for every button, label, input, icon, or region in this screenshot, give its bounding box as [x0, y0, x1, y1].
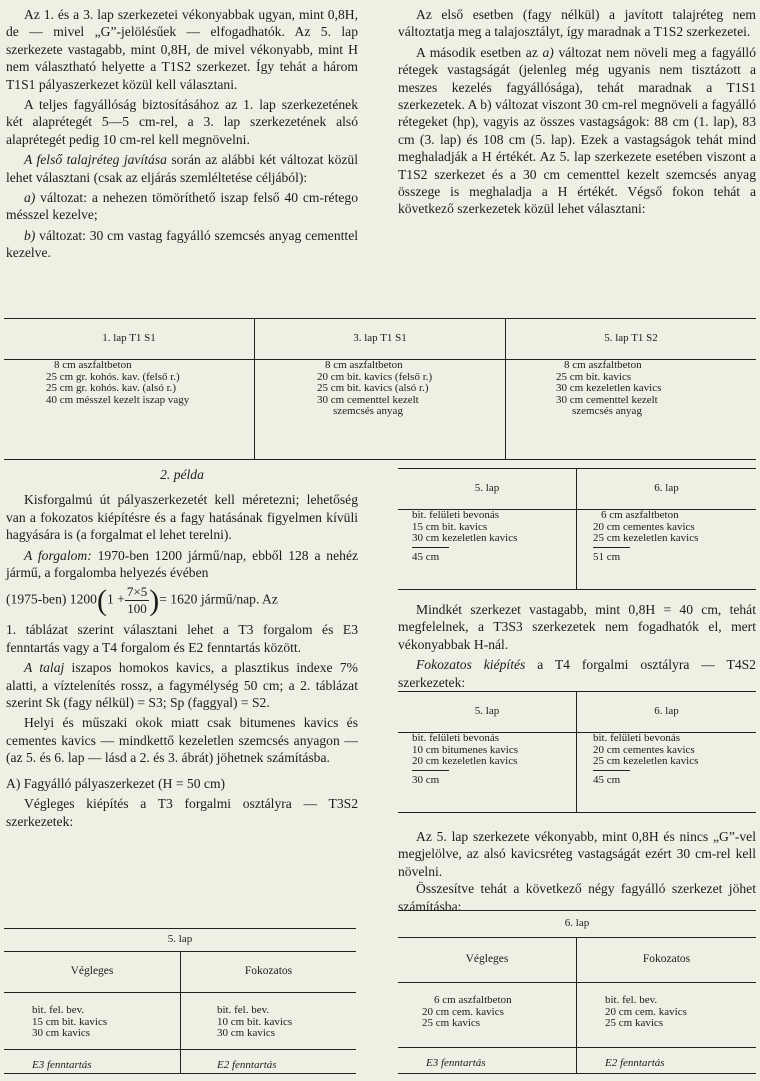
table-cell: [506, 360, 757, 460]
layer: 25 cm kavics: [422, 1017, 481, 1030]
table-header: Végleges: [398, 938, 577, 983]
right-column-end: [398, 828, 756, 918]
numerator: 7×5: [126, 584, 148, 600]
layer: bit. felületi bevonás: [412, 732, 500, 744]
layer: 15 cm bit. kavics: [412, 520, 488, 533]
structure-table-2: [398, 468, 756, 590]
paragraph: Az 1. és a 3. lap szerkezetei vékonyabbak ugyan, mint 0,8H, de — mivel „G”-jelölésűek — elfogadhatók. Az 5. lap szerkezete vastagabb, mint 0,8H, de mivel vékonyabb, mint H nem választható helyette a T1S2 szerkezet. Így tehát a három T1S1 pályaszerkezet közül kell választani.: [6, 7, 358, 92]
table-header: 3. lap T1 S1: [255, 319, 506, 360]
table-cell: [398, 510, 577, 590]
layer: 8 cm aszfaltbeton: [54, 359, 132, 371]
layer: 25 cm gr. kohós. kav. (alsó r.): [46, 382, 177, 395]
layer: 15 cm bit. kavics: [32, 1015, 108, 1028]
table-title: 6. lap: [398, 911, 756, 938]
layer: 20 cm cem. kavics: [605, 1005, 687, 1018]
text: változat: a nehezen tömöríthető iszap felső 40 cm-rétego mésszel kezelve;: [6, 190, 358, 223]
formula: (1975-ben) 1200(1 + $\frac{7\times 5}{100}$ )= 1620 jármű/nap. Az: [6, 584, 278, 618]
right-column-top: [398, 6, 756, 221]
example-title: [6, 466, 358, 483]
paragraph: Kisforgalmú út pályaszerkezetét kell méretezni; lehetőség van a fokozatos kiépítésre és a fagy hatásának figyelmen kívüli hagyására is (a forgalmat el lehet terelni).: [6, 492, 358, 543]
table-cell: [4, 360, 255, 460]
table-header: 5. lap: [398, 469, 577, 510]
layer: 25 cm kezeletlen kavics: [593, 532, 699, 545]
layer: 10 cm bitumenes kavics: [412, 743, 519, 756]
table-cell: [577, 983, 757, 1048]
maintenance-class: E2 fenntartás: [181, 1050, 357, 1074]
formula-right: = 1620 jármű/nap. Az: [159, 592, 278, 608]
layer: 25 cm kezeletlen kavics: [593, 755, 699, 768]
text: a T4 forgalmi osztályra — T4S2 szerkezetek:: [398, 657, 756, 690]
layer: szemcsés anyag: [572, 405, 642, 418]
paragraph: Az 5. lap szerkezete vékonyabb, mint 0,8H és nincs „G”-vel megjelölve, az alsó kavicsréteg vastagságát ezért 30 cm-rel kell növelni.: [398, 829, 756, 879]
structure-table-3: [398, 691, 756, 813]
maintenance-class: E3 fenntartás: [32, 1059, 92, 1072]
total-thickness: 45 cm: [593, 770, 630, 787]
layer: 30 cm cementtel kezelt: [556, 393, 658, 406]
left-column-bottom: [6, 466, 358, 833]
text: 2. példa: [160, 467, 204, 482]
table-header: 6. lap: [577, 692, 757, 733]
formula-term: 1 +: [106, 592, 125, 608]
layer: 40 cm mésszel kezelt iszap vagy: [46, 393, 190, 406]
paragraph: [6, 547, 358, 582]
formula-fraction: [125, 584, 149, 617]
layer: 30 cm kezeletlen kavics: [412, 532, 518, 545]
layer: 25 cm gr. kohós. kav. (felső r.): [46, 370, 180, 383]
layer: 30 cm kezeletlen kavics: [556, 382, 662, 395]
layer: bit. fel. bev.: [32, 1004, 85, 1016]
summary-table-5-lap: [4, 928, 356, 1074]
layer: 8 cm aszfaltbeton: [325, 359, 403, 371]
table-header: Fokozatos: [577, 938, 757, 983]
emphasis: b): [24, 227, 36, 243]
emphasis: A forgalom:: [24, 547, 92, 563]
denominator: 100: [127, 601, 147, 617]
layer: 30 cm kavics: [32, 1027, 91, 1040]
table-cell: [181, 993, 357, 1050]
layer: 8 cm aszfaltbeton: [564, 359, 642, 371]
layer: szemcsés anyag: [333, 405, 403, 418]
table-header: 5. lap T1 S2: [506, 319, 757, 360]
text: A második esetben az: [416, 44, 543, 60]
paragraph: 1. táblázat szerint választani lehet a T3 forgalom és E3 fenntartás vagy a T4 forgalom és E2 fenntartás között.: [6, 622, 358, 655]
layer: 25 cm bit. kavics: [556, 370, 632, 383]
maintenance-class: E3 fenntartás: [426, 1056, 486, 1069]
paragraph: Mindkét szerkezet vastagabb, mint 0,8H = 40 cm, tehát megfelelnek, a T3S3 szerkezetek nem fogadhatók el, mert vékonyabbak H-nál.: [398, 602, 756, 652]
paragraph: Összesítve tehát a következő négy fagyálló szerkezet jöhet számításba:: [398, 881, 756, 914]
paragraph: Végleges kiépítés a T3 forgalmi osztályra — T3S2 szerkezetek:: [6, 796, 358, 829]
table-title: 5. lap: [4, 929, 356, 952]
layer: 20 cm cem. kavics: [422, 1005, 504, 1018]
layer: 25 cm kavics: [605, 1017, 664, 1030]
table-cell: [577, 510, 757, 590]
table-cell: [255, 360, 506, 460]
layer: 20 cm kezeletlen kavics: [412, 755, 518, 768]
paragraph: [6, 659, 358, 711]
table-header: Fokozatos: [181, 952, 357, 993]
text: változat nem növeli meg a fagyálló rétegek vastagságát (jelenleg még ugyanis nem tisztázott a meszes kezelés fagyállósága), tehát maradnak a T1S1 szerkezetek. A b) változat viszont 30 cm-rel megnöveli a fagyálló rétegeket (hp), vagyis az összes vastagságok: 88 cm (1. lap), 83 cm (3. lap) és 108 cm (5. lap). Ezek a vastagságok tehát mind meghaladják a H értékét. Az 5. lap szerkezete esetében viszont a T1S2 szerkezet és a 30 cm cementtel kezelt szemcsés anyag összege is meghaladja a H értékét. Végső fokon tehát a következő szerkezetek közül lehet választani:: [398, 44, 756, 217]
paragraph: Az első esetben (fagy nélkül) a javított talajréteg nem változtatja meg a talajosztályt, így maradnak a T1S2 szerkezetei.: [398, 7, 756, 40]
paragraph: [6, 189, 358, 224]
table-header: Végleges: [4, 952, 181, 993]
paragraph: [398, 656, 756, 691]
paragraph: [398, 44, 756, 218]
layer: 30 cm kavics: [217, 1027, 276, 1040]
layer: 20 cm bit. kavics (felső r.): [317, 370, 433, 383]
table-cell: [4, 993, 181, 1050]
paragraph: Helyi és műszaki okok miatt csak bitumenes kavics és cementes kavics — mindkettő kezeletlen szemcsés anyagon — (az 5. és 6. lap — lásd a 2. és 3. ábrát) jöhetnek számításba.: [6, 715, 358, 766]
layer: bit. fel. bev.: [605, 994, 658, 1006]
table-cell: [577, 733, 757, 813]
left-column-top: [6, 6, 358, 265]
total-thickness: 45 cm: [412, 547, 449, 564]
section-heading: A) Fagyálló pályaszerkezet (H = 50 cm): [6, 775, 226, 791]
paragraph: A teljes fagyállóság biztosításához az 1. lap szerkezetének két alaprétegét 5—5 cm-rel, a 3. lap szerkezetének alsó alaprétegét pedig 10 cm-rel kell megnövelni.: [6, 97, 358, 147]
maintenance-class: E2 fenntartás: [577, 1047, 757, 1073]
emphasis: Fokozatos kiépítés: [416, 657, 526, 673]
paragraph: [6, 151, 358, 186]
right-column-middle: [398, 601, 756, 694]
formula-left: (1975-ben) 1200: [6, 592, 97, 608]
table-cell: [398, 983, 577, 1048]
layer: 6 cm aszfaltbeton: [434, 994, 512, 1006]
table-header: 5. lap: [398, 692, 577, 733]
layer: bit. fel. bev.: [217, 1004, 270, 1016]
layer: bit. felületi bevonás: [593, 732, 681, 744]
table-header: 1. lap T1 S1: [4, 319, 255, 360]
layer: 30 cm cementtel kezelt: [317, 393, 419, 406]
emphasis: A felső talajréteg javítása: [24, 152, 167, 168]
structure-table-1: [4, 318, 756, 460]
emphasis: A talaj: [24, 660, 65, 676]
total-thickness: 30 cm: [412, 770, 449, 787]
layer: 6 cm aszfaltbeton: [601, 509, 679, 521]
total-thickness: 51 cm: [593, 547, 630, 564]
table-header: 6. lap: [577, 469, 757, 510]
text: 1970-ben 1200 jármű/nap, ebből 128 a nehéz jármű, a forgalomba helyezés évében: [6, 547, 359, 581]
layer: 20 cm cementes kavics: [593, 743, 695, 756]
layer: 10 cm bit. kavics: [217, 1015, 293, 1028]
emphasis: a): [542, 44, 554, 60]
table-cell: [398, 733, 577, 813]
text: iszapos homokos kavics, a plasztikus indexe 7% alatti, a víztelenítés rossz, a fagymélység 50 cm; a 2. táblázat szerint Sk (fagy nélkül) = S3; Sp (faggyal) = S2.: [6, 660, 358, 711]
text: során az alábbi két változat közül lehet választani (csak az eljárás szemléltetése céljából):: [6, 152, 359, 185]
text: változat: 30 cm vastag fagyálló szemcsés anyag cementtel kezelve.: [6, 227, 358, 261]
summary-table-6-lap: [398, 910, 756, 1074]
paragraph: [6, 227, 358, 262]
layer: bit. felületi bevonás: [412, 509, 500, 521]
layer: 25 cm bit. kavics (alsó r.): [317, 382, 429, 395]
emphasis: a): [24, 190, 36, 206]
layer: 20 cm cementes kavics: [593, 520, 695, 533]
